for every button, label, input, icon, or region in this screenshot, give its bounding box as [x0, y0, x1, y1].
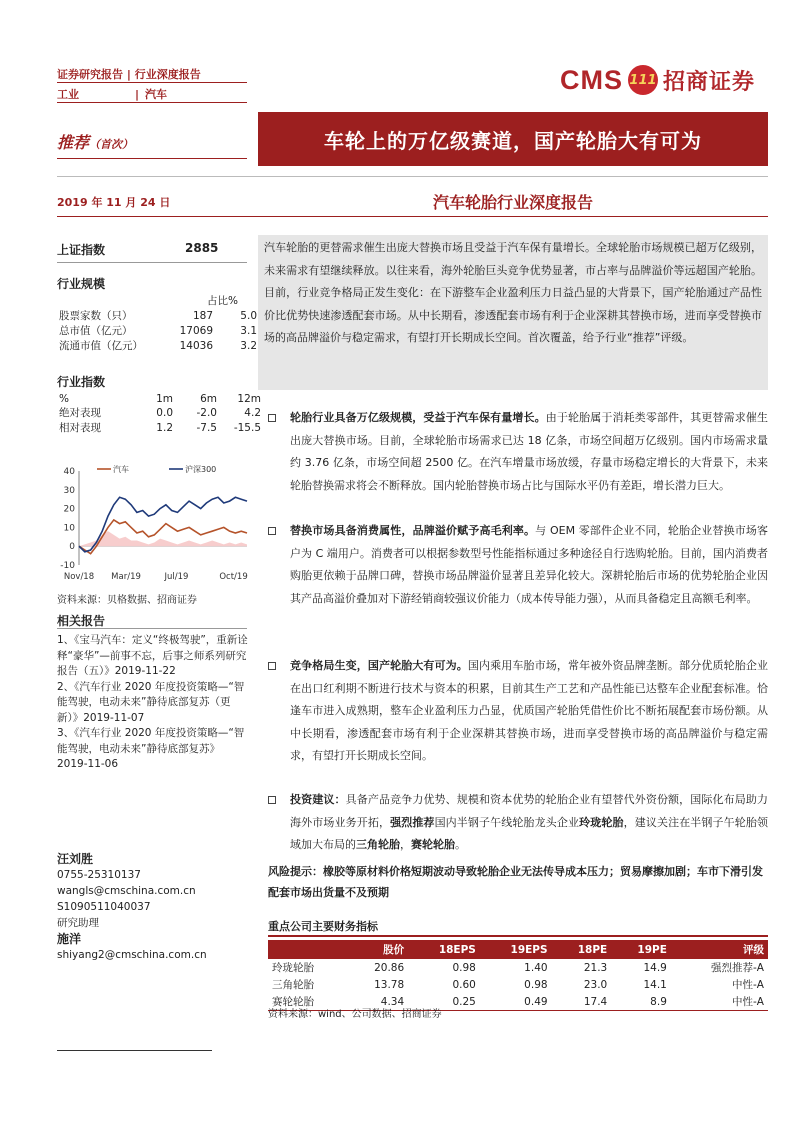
perf-title: 行业指数 [57, 375, 106, 389]
perf-cell: 1.2 [156, 421, 173, 434]
header-rule [57, 82, 247, 83]
scale-cell: 187 [192, 309, 213, 322]
table-cell: 中性-A [732, 996, 764, 1008]
table-cell: 4.34 [380, 995, 405, 1008]
index-value: 2885 [185, 241, 219, 255]
table-cell: 1.40 [524, 961, 548, 974]
bullet-heading: 竞争格局生变，国产轮胎大有可为。 [290, 659, 468, 672]
bullet-emph: 赛轮轮胎 [411, 838, 455, 851]
chart-source: 资料来源：贝格数据、招商证券 [57, 595, 197, 606]
perf-cell: 绝对表现 [59, 407, 101, 419]
bullet-box-icon [268, 527, 276, 535]
sector-sub: 汽车 [145, 88, 168, 101]
rating [57, 130, 133, 153]
separator: | [135, 88, 140, 101]
related-report[interactable]: 1、《宝马汽车：定义“终极驾驶”，重新诠释“豪华”—前事不忘，后事之师系列研究报告（五）》2019-11-22 [57, 634, 248, 677]
y-tick-label: 30 [63, 485, 75, 496]
bullet-item [268, 789, 768, 857]
table-cell: 强烈推荐-A [711, 962, 764, 974]
report-category: 证券研究报告 [57, 68, 123, 81]
table-header-cell: 18PE [552, 940, 612, 959]
table-header-cell: 股价 [348, 940, 409, 959]
y-tick-label: 10 [63, 523, 75, 534]
table-cell: 17.4 [583, 995, 608, 1008]
table-cell: 0.98 [524, 978, 548, 991]
table-cell: 玲珑轮胎 [272, 962, 314, 974]
table-header-cell: 评级 [671, 940, 768, 959]
table-cell: 13.78 [374, 978, 405, 991]
perf-header-cell: 6m [200, 393, 217, 405]
analyst-name: 汪刘胜 [57, 852, 94, 866]
bullet-emph: 玲珑轮胎 [579, 815, 624, 829]
table-cell: 14.1 [643, 978, 667, 991]
logo-badge-icon: 111 [628, 65, 658, 95]
x-tick-label: Nov/18 [63, 572, 95, 582]
bullet-heading: 投资建议： [290, 793, 346, 806]
related-report[interactable]: 3、《汽车行业 2020 年度投资策略—“智能驾驶，电动未来”静待底部复苏》2019-11-06 [57, 727, 245, 770]
scale-cell: 股票家数（只） [59, 310, 133, 322]
sector [57, 86, 167, 102]
scale-cell: 5.0 [240, 309, 257, 322]
table-header-cell: 19EPS [480, 940, 552, 959]
bullet-item [268, 655, 768, 768]
rating-rule [57, 158, 247, 159]
related-report[interactable]: 2、《汽车行业 2020 年度投资策略—“智能驾驶，电动未来”静待底部复苏（更新）》2019-11-07 [57, 680, 245, 724]
report-type [57, 66, 201, 82]
title-rule [57, 216, 768, 217]
legend-label: 汽车 [113, 465, 129, 474]
index-block [57, 241, 247, 258]
bullet-text: 与 OEM 零部件企业不同，轮胎企业替换市场客户为 C 端用户。消费者可以根据参数型号性能指标通过多种途径自行选购轮胎。目前，国内消费者购胎更依赖于品牌口碑，替换市场品牌溢价显著且差异化较大。深耕轮胎后市场的优势轮胎企业因其产品高溢价叠加对下游经销商较强议价能力（成本传导能力强），从而具备稳定且高额毛利率。 [290, 524, 769, 605]
bullet-text: ，建议关注在半钢子午轮胎领域加大布局的 [290, 815, 769, 851]
perf-cell: 4.2 [244, 406, 261, 419]
bullet-heading: 轮胎行业具备万亿级规模，受益于汽车保有量增长。 [290, 411, 546, 424]
perf-header-cell: 1m [156, 393, 173, 405]
table-cell: 中性-A [732, 979, 764, 991]
related-list [57, 633, 249, 773]
separator: | [126, 68, 131, 81]
table-cell: 0.60 [452, 978, 476, 991]
logo-cms-text: CMS [560, 64, 623, 95]
table-title: 重点公司主要财务指标 [268, 920, 378, 933]
perf-row [57, 420, 263, 435]
bullet-box-icon [268, 414, 276, 422]
assistant-label: 研究助理 [57, 917, 99, 929]
assistant-email[interactable]: shiyang2@cmschina.com.cn [57, 949, 207, 961]
logo-cn-text: 招商证券 [663, 69, 756, 95]
table-header-row [268, 940, 768, 959]
analyst-email[interactable]: wangls@cmschina.com.cn [57, 885, 196, 897]
table-cell: 三角轮胎 [272, 979, 314, 991]
perf-cell: 相对表现 [59, 422, 101, 434]
perf-cell: 0.0 [156, 406, 173, 419]
table-cell: 14.9 [643, 961, 667, 974]
scale-title: 行业规模 [57, 277, 106, 291]
bullet-box-icon [268, 662, 276, 670]
header-rule [57, 102, 247, 103]
perf-cell: -2.0 [196, 406, 217, 419]
table-source: 资料来源：wind、公司数据、招商证券 [268, 1009, 442, 1020]
table-cell: 0.49 [524, 995, 548, 1008]
scale-pct-header: 占比% [207, 295, 238, 307]
table-cell: 0.25 [452, 995, 476, 1008]
report-date: 2019 年 11 月 24 日 [57, 196, 171, 209]
analyst-block [57, 851, 207, 963]
divider [57, 628, 247, 629]
perf-header-cell: % [59, 393, 69, 405]
perf-row [57, 405, 263, 420]
bullet-text: 国内乘用车胎市场，常年被外资品牌垄断。部分优质轮胎企业在出口红利期不断进行技术与资本的积累，目前其生产工艺和产品性能已达整车企业配套标准。恰逢车市进入成熟期，整车企业盈利压力凸显，优质国产轮胎凭借性价比不断拓展配套市场份额。从中长期看，渗透配套市场有利于企业深耕其替换市场，进而享受替换市场的高品牌溢价与稳定需求，有望打开长期成长空间。 [290, 659, 768, 762]
doc-title: 汽车轮胎行业深度报告 [432, 193, 593, 212]
scale-cell: 14036 [179, 339, 213, 352]
scale-cell: 流通市值（亿元） [59, 340, 143, 352]
scale-row [57, 338, 259, 353]
report-subcategory: 行业深度报告 [134, 68, 201, 81]
index-chart [57, 463, 252, 583]
x-tick-label: Jul/19 [164, 572, 189, 582]
analyst-id: S1090511040037 [57, 901, 151, 913]
perf-table [57, 393, 263, 435]
bullet-text: 由于轮胎属于消耗类零部件，其更替需求催生出庞大替换市场。目前，全球轮胎市场需求已达 18 亿条，市场空间超万亿级别。国内市场需求量约 3.76 亿条，市场空间超 2500 亿。在汽车增量市场放缓，存量市场稳定增长的大背景下，未来轮胎替换需求将会不断释放。国内轮胎替换市场占比与国际水平仍有差距，增长潜力巨大。 [290, 411, 769, 492]
main-title-banner [258, 112, 768, 166]
table-cell: 23.0 [583, 978, 608, 991]
risk-warning: 风险提示：橡胶等原材料价格短期波动导致轮胎企业无法传导成本压力；贸易摩擦加剧；车市下滑引发配套市场出货量不及预期 [268, 865, 763, 899]
table-cell: 21.3 [583, 961, 608, 974]
table-rule [268, 935, 768, 937]
table-cell: 8.9 [650, 995, 667, 1008]
assistant-name: 施洋 [57, 932, 82, 946]
scale-cell: 3.2 [240, 339, 257, 352]
table-row [268, 959, 768, 976]
perf-header-cell: 12m [237, 393, 261, 405]
bullet-item [268, 407, 768, 497]
perf-cell: -15.5 [233, 421, 261, 434]
bullet-emph: 三角轮胎 [356, 838, 400, 851]
cms-logo [560, 62, 765, 98]
legend-label: 沪深300 [185, 465, 217, 474]
bullet-text: ， [400, 838, 411, 851]
perf-header-row [57, 393, 263, 405]
table-header-cell: 18EPS [408, 940, 480, 959]
bullet-text: 。 [455, 838, 466, 851]
bullet-emph: 强烈推荐 [390, 815, 435, 829]
bullet-item [268, 520, 768, 610]
scale-cell: 3.1 [240, 324, 257, 337]
rating-label: 推荐 [57, 133, 90, 152]
scale-table [57, 308, 259, 353]
fin-table [268, 940, 768, 1011]
table-header-cell: 19PE [611, 940, 671, 959]
table-row [268, 976, 768, 993]
related-title: 相关报告 [57, 614, 106, 628]
table-cell: 0.98 [452, 961, 476, 974]
y-tick-label: 20 [63, 504, 75, 515]
x-tick-label: Mar/19 [111, 572, 141, 582]
y-tick-label: -10 [60, 561, 75, 571]
table-cell: 20.86 [374, 961, 405, 974]
bullet-text: 国内半钢子午线轮胎龙头企业 [434, 815, 580, 829]
scale-row [57, 323, 259, 338]
summary-box: 汽车轮胎的更替需求催生出庞大替换市场且受益于汽车保有量增长。全球轮胎市场规模已超万亿级别，未来需求有望继续释放。以往来看，海外轮胎巨头竞争优势显著，市占率与品牌溢价等远超国产轮胎。目前，行业竞争格局正发生变化：在下游整车企业盈利压力日益凸显的大背景下，国产轮胎通过产品性价比优势快速渗透配套市场。从中长期看，渗透配套市场有利于企业深耕其替换市场，进而享受替换市场的高品牌溢价与稳定需求，有望打开长期成长空间。首次覆盖，给予行业“推荐”评级。 [258, 235, 768, 390]
scale-row [57, 308, 259, 323]
y-tick-label: 40 [63, 467, 75, 477]
perf-cell: -7.5 [196, 421, 217, 434]
bullet-text: 具备产品竞争力优势、规模和资本优势的轮胎企业有望替代外资份额，国际化布局助力海外市场业务开拓， [290, 793, 769, 829]
main-title: 车轮上的万亿级赛道，国产轮胎大有可为 [324, 128, 702, 153]
bullet-heading: 替换市场具备消费属性，品牌溢价赋予高毛利率。 [290, 524, 536, 537]
scale-cell: 总市值（亿元） [59, 325, 133, 337]
sector-industry: 工业 [57, 88, 79, 101]
table-header-cell [268, 940, 348, 959]
rating-note: （首次） [89, 138, 134, 151]
bullet-box-icon [268, 796, 276, 804]
divider [57, 176, 768, 177]
footnote-rule [57, 1050, 212, 1051]
analyst-phone: 0755-25310137 [57, 869, 141, 881]
y-tick-label: 0 [69, 542, 75, 553]
x-tick-label: Oct/19 [219, 572, 248, 582]
table-cell: 赛轮轮胎 [272, 996, 314, 1008]
scale-cell: 17069 [179, 324, 213, 337]
divider [57, 262, 247, 263]
index-label: 上证指数 [57, 243, 106, 257]
